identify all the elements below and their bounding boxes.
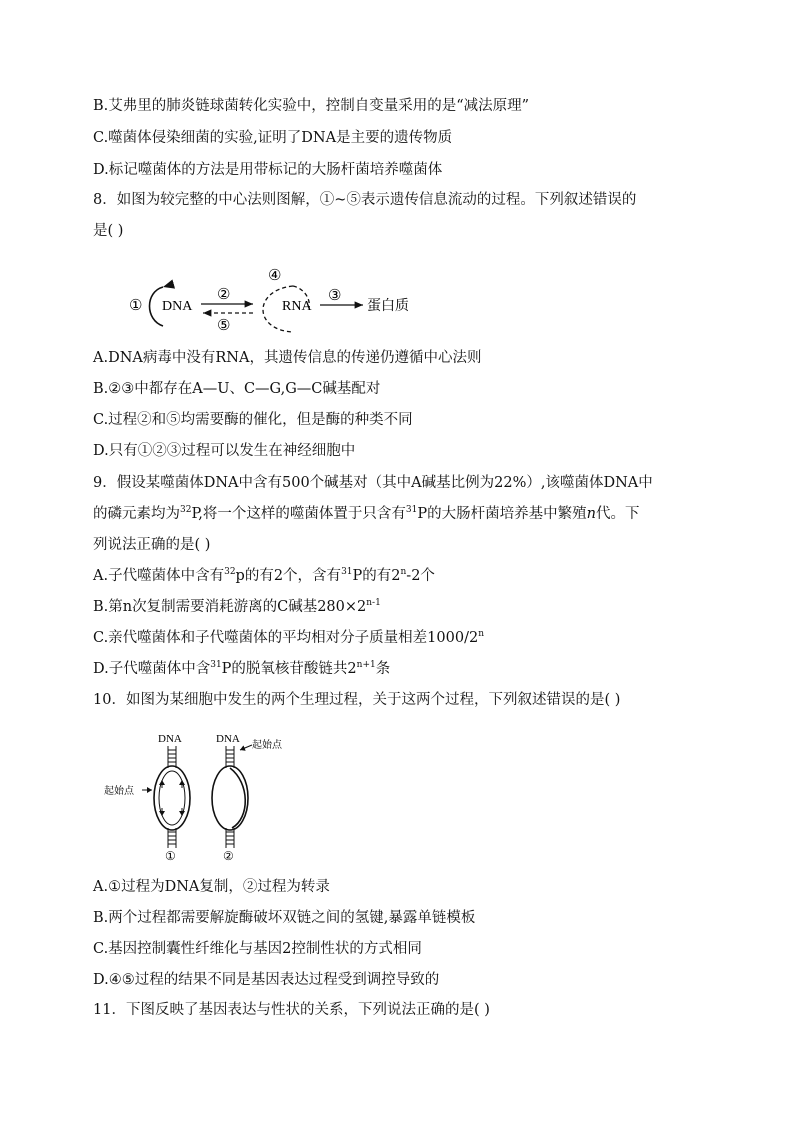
dna-top-right-label: DNA xyxy=(216,733,240,745)
q9-stem-line3: 列说法正确的是( ) xyxy=(93,537,211,553)
process-1-fig10-label: ① xyxy=(165,849,176,863)
q10-option-d: D.④⑤过程的结果不同是基因表达过程受到调控导致的 xyxy=(93,972,440,988)
replication-transcription-diagram xyxy=(100,728,300,864)
q11-stem: 11．下图反映了基因表达与性状的关系，下列说法正确的是( ) xyxy=(93,1002,490,1018)
q7-option-d: D.标记噬菌体的方法是用带标记的大肠杆菌培养噬菌体 xyxy=(93,162,443,178)
q10-stem: 10．如图为某细胞中发生的两个生理过程，关于这两个过程，下列叙述错误的是( ) xyxy=(93,692,621,708)
q8-stem-line2: 是( ) xyxy=(93,223,124,239)
transcription-bubble xyxy=(212,766,248,830)
q10-option-b: B.两个过程都需要解旋酶破坏双链之间的氢键,暴露单链模板 xyxy=(93,910,476,926)
q8-option-d: D.只有①②③过程可以发生在神经细胞中 xyxy=(93,443,356,459)
process-5-label: ⑤ xyxy=(217,318,231,334)
process-2-fig10-label: ② xyxy=(223,849,234,863)
protein-label: 蛋白质 xyxy=(367,299,409,314)
q9-stem-line1: 9．假设某噬菌体DNA中含有500个碱基对（其中A碱基比例为22%）,该噬菌体DNA中 xyxy=(93,475,653,491)
process-1-label: ① xyxy=(129,298,143,314)
dna-label: DNA xyxy=(162,299,193,314)
dna-top-left-label: DNA xyxy=(158,733,182,745)
process-4-label: ④ xyxy=(268,268,282,284)
process-2-label: ② xyxy=(217,287,231,303)
dna-ladder-bottom-left xyxy=(168,828,176,848)
q10-option-a: A.①过程为DNA复制，②过程为转录 xyxy=(93,879,330,895)
q8-option-b: B.②③中都存在A—U、C—G,G—C碱基配对 xyxy=(93,381,381,397)
q7-option-b: B.艾弗里的肺炎链球菌转化实验中，控制自变量采用的是“减法原理” xyxy=(93,98,530,114)
replication-bubble-inner xyxy=(159,771,185,825)
q9-option-b: B.第n次复制需要消耗游离的C碱基$280\times 2^{n-1}$ xyxy=(93,598,381,615)
origin-left-label: 起始点 xyxy=(104,786,134,797)
q9-option-a: A.子代噬菌体中含有$^{32}$p的有2个，含有$^{31}$P的有2$^n$-2个 xyxy=(93,567,435,584)
dna-ladder-bottom-right xyxy=(226,828,234,848)
q9-option-d: D.子代噬菌体中含$^{31}$P的脱氧核苷酸链共$2^{n+1}$条 xyxy=(93,660,391,677)
q8-stem-line1: 8．如图为较完整的中心法则图解，①~⑤表示遗传信息流动的过程。下列叙述错误的 xyxy=(93,192,637,208)
central-dogma-diagram xyxy=(125,262,425,338)
origin-right-label: 起始点 xyxy=(252,740,282,751)
rna-label: RNA xyxy=(282,299,312,314)
process-3-label: ③ xyxy=(328,288,342,304)
q10-option-c: C.基因控制囊性纤维化与基因2控制性状的方式相同 xyxy=(93,941,422,957)
q9-stem-line2: 的磷元素均为$^{32}$P,将一个这样的噬菌体置于只含有$^{31}$P的大肠杆菌培养基中繁殖n代。下 xyxy=(93,505,640,522)
q9-option-c: C.亲代噬菌体和子代噬菌体的平均相对分子质量相差1000/2$^n$ xyxy=(93,629,484,646)
dna-ladder-top-right xyxy=(226,746,234,768)
q7-option-c: C.噬菌体侵染细菌的实验,证明了DNA是主要的遗传物质 xyxy=(93,130,453,146)
dna-ladder-top-left xyxy=(168,746,176,768)
q8-option-a: A.DNA病毒中没有RNA，其遗传信息的传递仍遵循中心法则 xyxy=(93,350,482,366)
q8-option-c: C.过程②和⑤均需要酶的催化，但是酶的种类不同 xyxy=(93,412,413,428)
dna-replication-arc xyxy=(150,287,164,326)
